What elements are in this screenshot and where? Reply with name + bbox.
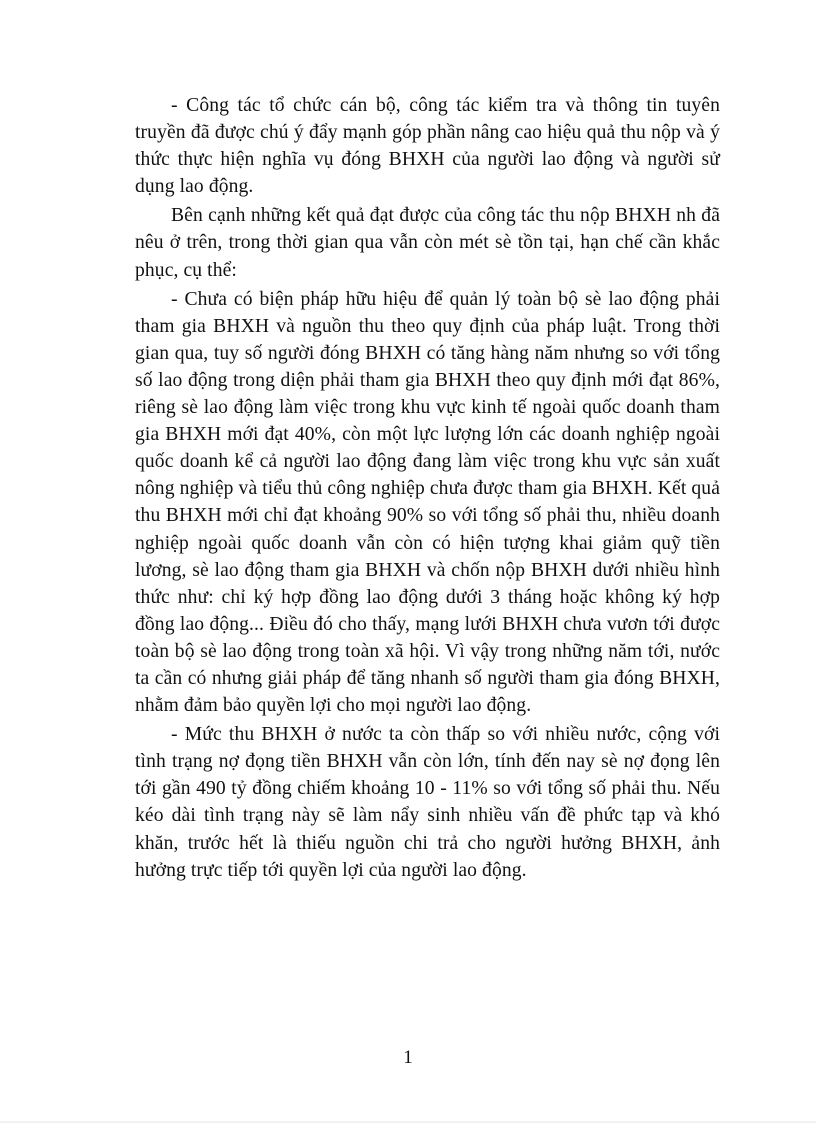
body-text bbox=[135, 92, 720, 886]
page-number: 1 bbox=[403, 1047, 413, 1068]
paragraph-staff-organization: - Công tác tổ chức cán bộ, công tác kiểm tra và thông tin tuyên truyền đã được chú ý đẩy mạnh góp phần nâng cao hiệu quả thu nộp và ý thức thực hiện nghĩa vụ đóng BHXH của người lao động và người sử dụng lao động. bbox=[135, 95, 720, 198]
paragraph-limitations-intro: Bên cạnh những kết quả đạt được của công tác thu nộp BHXH nh đã nêu ở trên, trong thời gian qua vẫn còn mét sè tồn tại, hạn chế cần khắc phục, cụ thể: bbox=[135, 205, 720, 281]
paragraph-coverage-issue: - Chưa có biện pháp hữu hiệu để quản lý toàn bộ sè lao động phải tham gia BHXH và nguồn thu theo quy định của pháp luật. Trong thời gian qua, tuy số người đóng BHXH có tăng hàng năm nhưng so với tổng số lao động trong diện phải tham gia BHXH theo quy định mới đạt 86%, riêng sè lao động làm việc trong khu vực kinh tế ngoài quốc doanh tham gia BHXH mới đạt 40%, còn một lực lượng lớn các doanh nghiệp ngoài quốc doanh kể cả người lao động đang làm việc trong khu vực sản xuất nông nghiệp và tiểu thủ công nghiệp chưa được tham gia BHXH. Kết quả thu BHXH mới chỉ đạt khoảng 90% so với tổng số phải thu, nhiều doanh nghiệp ngoài quốc doanh vẫn còn có hiện tượng khai giảm quỹ tiền lương, sè lao động tham gia BHXH và chốn nộp BHXH dưới nhiều hình thức như: chỉ ký hợp đồng lao động dưới 3 tháng hoặc không ký hợp đồng lao động... Điều đó cho thấy, mạng lưới BHXH chưa vươn tới được toàn bộ sè lao động trong toàn xã hội. Vì vậy trong những năm tới, nước ta cần có nhưng giải pháp để tăng nhanh số người tham gia đóng BHXH, nhằm đảm bảo quyền lợi cho mọi người lao động. bbox=[135, 288, 720, 717]
paragraph-contribution-rate: - Mức thu BHXH ở nước ta còn thấp so với nhiều nước, cộng với tình trạng nợ đọng tiền BHXH vẫn còn lớn, tính đến nay sè nợ đọng lên tới gần 490 tỷ đồng chiếm khoảng 10 - 11% so với tổng số phải thu. Nếu kéo dài tình trạng này sẽ làm nẩy sinh nhiều vấn đề phức tạp và khó khăn, trước hết là thiếu nguồn chi trả cho người hưởng BHXH, ảnh hưởng trực tiếp tới quyền lợi của người lao động. bbox=[135, 724, 720, 881]
